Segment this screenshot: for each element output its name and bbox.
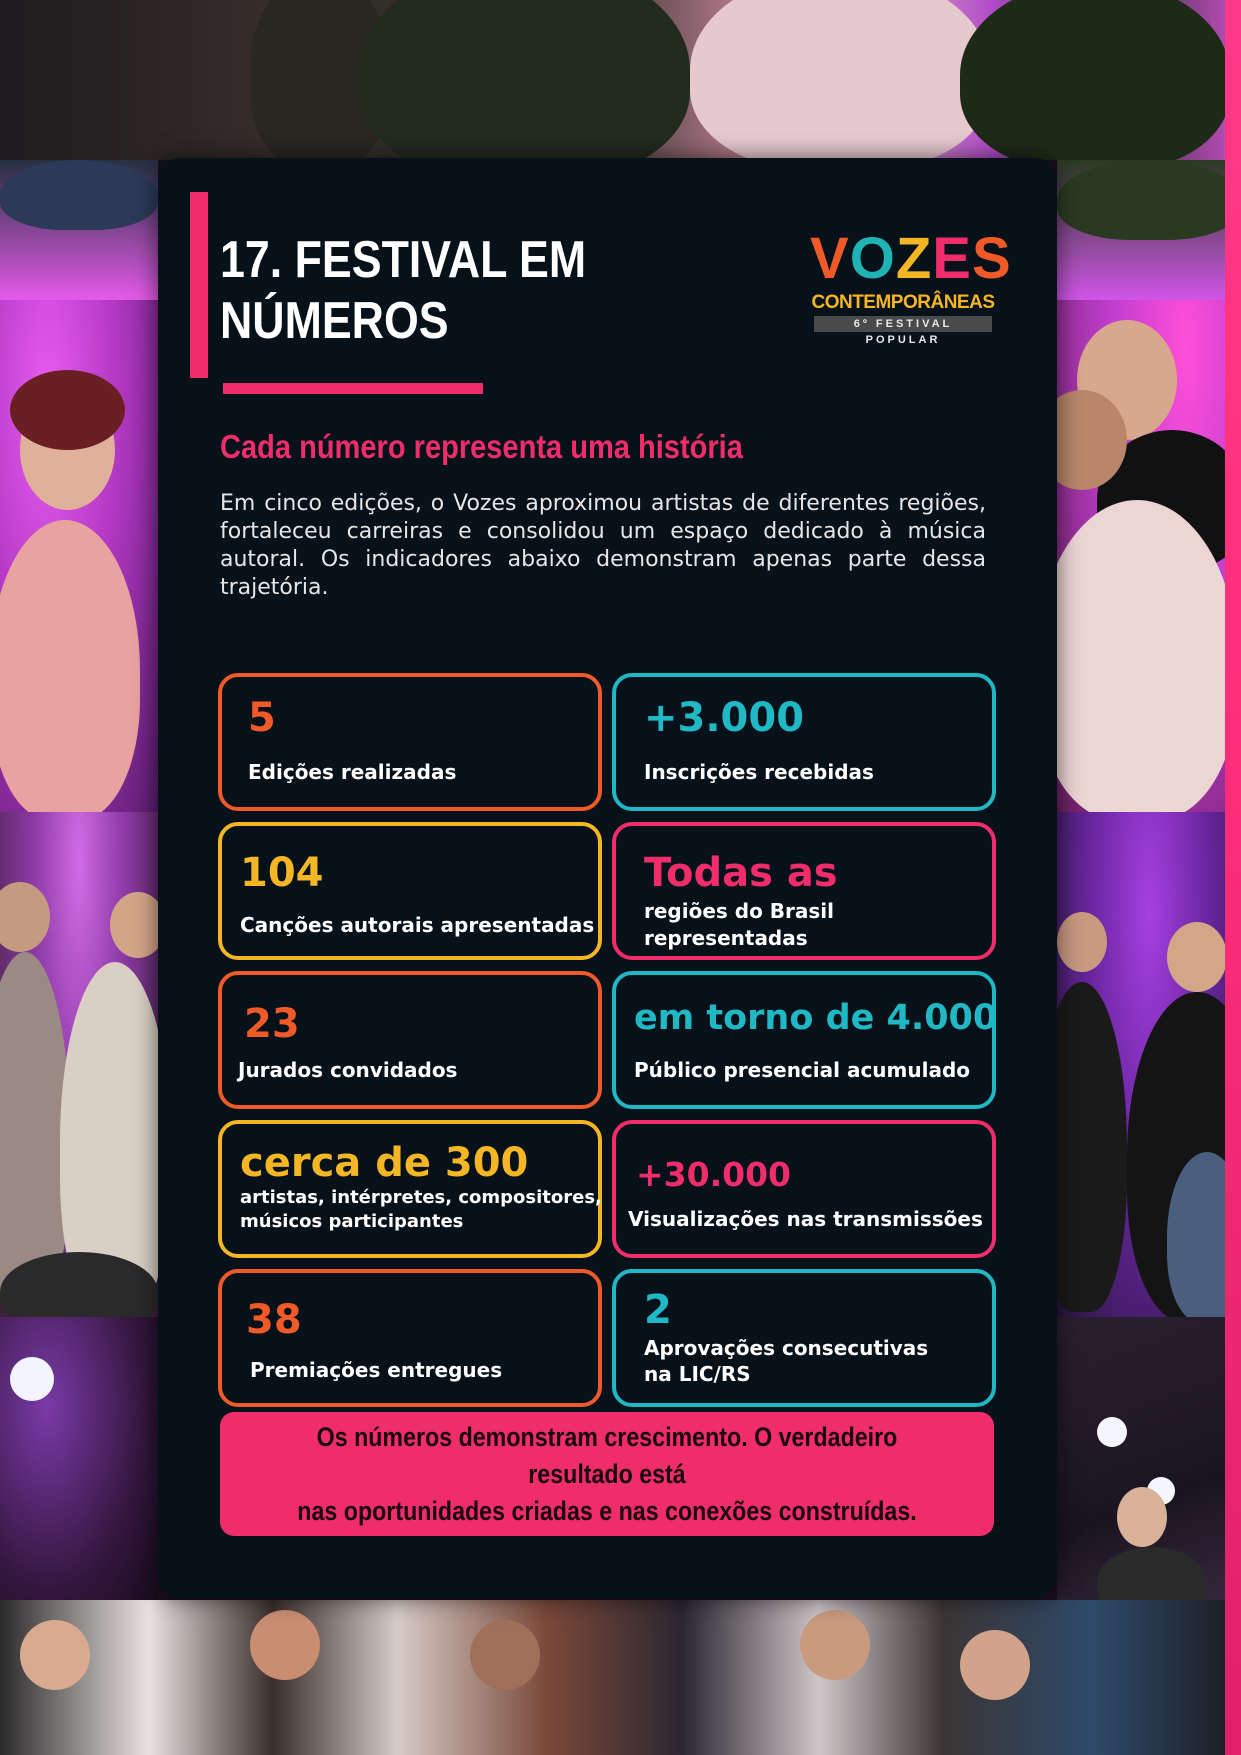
stat-label-line1: artistas, intérpretes, compositores, — [240, 1187, 602, 1208]
page-title-line2: NÚMEROS — [220, 292, 449, 350]
stat-label: Inscrições recebidas — [644, 760, 874, 784]
stat-card-cancoes — [218, 822, 602, 960]
logo-wordmark: VOZES — [810, 226, 1012, 291]
stat-value: 104 — [240, 850, 324, 896]
stat-value: 23 — [244, 1001, 300, 1047]
stat-label-line1: Aprovações consecutivas — [644, 1336, 929, 1360]
logo-tagline: 6º FESTIVAL POPULAR — [814, 316, 992, 332]
stat-card-edicoes — [218, 673, 602, 811]
banner-line2: nas oportunidades criadas e nas conexões construídas. — [297, 1495, 917, 1526]
stat-card-jurados — [218, 971, 602, 1109]
stat-label: Premiações entregues — [250, 1358, 503, 1382]
stat-value: 5 — [248, 695, 276, 741]
stat-label: Canções autorais apresentadas — [240, 913, 595, 937]
background-photo-left-2 — [0, 812, 158, 1317]
stat-label-line2: na LIC/RS — [644, 1362, 751, 1386]
background-photo-left-top — [0, 160, 158, 300]
vozes-contemporaneas-logo — [810, 226, 1012, 346]
background-photo-top — [0, 0, 1241, 160]
page-title-line1: 17. FESTIVAL EM — [220, 231, 587, 289]
pink-edge-strip — [1225, 0, 1241, 1755]
stat-value: +3.000 — [644, 695, 805, 741]
background-photo-right-1 — [1057, 300, 1241, 812]
stat-card-regioes — [612, 822, 996, 960]
page-title — [220, 230, 586, 352]
stat-label-line2: músicos participantes — [240, 1211, 464, 1232]
stat-value: cerca de 300 — [240, 1140, 529, 1186]
stat-card-publico — [612, 971, 996, 1109]
stat-value: +30.000 — [636, 1155, 791, 1194]
stat-label: Público presencial acumulado — [634, 1058, 971, 1082]
stat-card-visualizacoes — [612, 1120, 996, 1258]
title-accent-bar — [190, 192, 208, 378]
stat-label: Visualizações nas transmissões — [628, 1207, 983, 1231]
background-photo-bottom — [0, 1600, 1241, 1755]
stat-value: 2 — [644, 1287, 672, 1333]
section-subtitle: Cada número representa uma história — [220, 428, 743, 465]
stat-value: 38 — [246, 1297, 302, 1343]
background-photo-left-1 — [0, 300, 158, 812]
logo-subtitle: CONTEMPORÂNEAS — [811, 292, 995, 313]
intro-paragraph: Em cinco edições, o Vozes aproximou artistas de diferentes regiões, fortaleceu carreiras e consolidou um espaço dedicado à música autoral. Os indicadores abaixo demonstram apenas parte dessa trajetória. — [220, 491, 986, 600]
background-photo-right-top — [1057, 160, 1241, 300]
stat-label: Jurados convidados — [238, 1058, 458, 1082]
stat-card-artistas — [218, 1120, 602, 1258]
background-photo-left-3 — [0, 1317, 158, 1617]
title-underline — [223, 383, 483, 394]
background-photo-right-3 — [1057, 1317, 1241, 1617]
closing-banner-text — [274, 1419, 940, 1530]
stat-card-aprovacoes — [612, 1269, 996, 1407]
stat-label-line2: representadas — [644, 926, 808, 950]
stat-card-premiacoes — [218, 1269, 602, 1407]
stat-label-line1: regiões do Brasil — [644, 899, 835, 923]
closing-banner — [220, 1412, 994, 1536]
stat-card-inscricoes — [612, 673, 996, 811]
background-photo-right-2 — [1057, 812, 1241, 1317]
stat-value: em torno de 4.000 — [634, 998, 998, 1038]
stat-value: Todas as — [644, 850, 838, 896]
stat-label: Edições realizadas — [248, 760, 457, 784]
banner-line1: Os números demonstram crescimento. O verdadeiro resultado está — [316, 1421, 898, 1489]
